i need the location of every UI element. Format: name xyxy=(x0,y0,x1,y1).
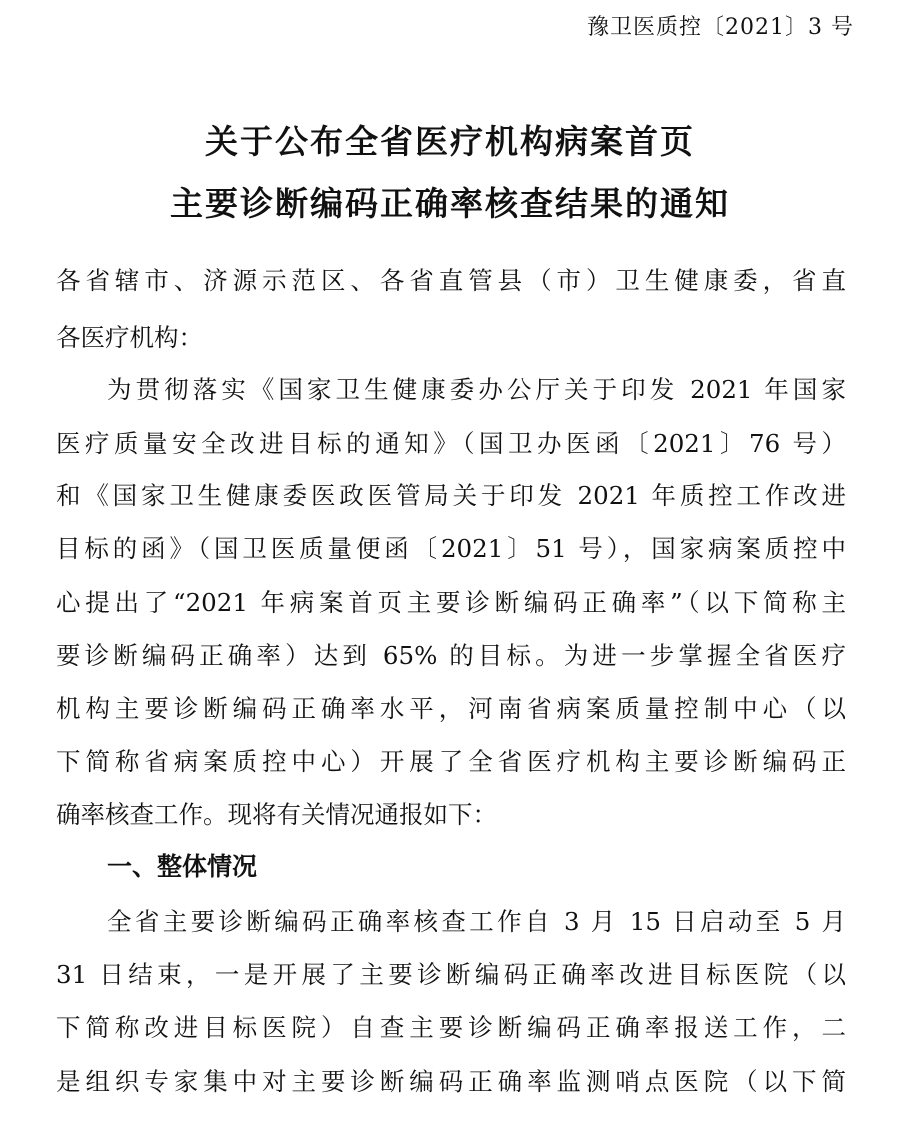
body-line: 目标的函》（国卫医质量便函〔2021〕51 号），国家病案质控中 xyxy=(56,534,846,563)
document-title-line-2: 主要诊断编码正确率核查结果的通知 xyxy=(170,184,730,223)
body-line: 机构主要诊断编码正确率水平，河南省病案质量控制中心（以 xyxy=(56,694,846,723)
body-line: 下简称省病案质控中心）开展了全省医疗机构主要诊断编码正 xyxy=(56,747,846,776)
body-line: 全省主要诊断编码正确率核查工作自 3 月 15 日启动至 5 月 xyxy=(107,907,846,936)
body-line: 要诊断编码正确率）达到 65% 的目标。为进一步掌握全省医疗 xyxy=(56,641,846,670)
body-line: 各省辖市、济源示范区、各省直管县（市）卫生健康委，省直 xyxy=(56,266,846,295)
body-line: 31 日结束，一是开展了主要诊断编码正确率改进目标医院（以 xyxy=(56,960,846,989)
body-line: 是组织专家集中对主要诊断编码正确率监测哨点医院（以下简 xyxy=(56,1067,846,1096)
body-line: 医疗质量安全改进目标的通知》（国卫办医函〔2021〕76 号） xyxy=(56,429,846,458)
document-title-line-1: 关于公布全省医疗机构病案首页 xyxy=(205,122,695,161)
body-line: 确率核查工作。现将有关情况通报如下： xyxy=(56,800,497,829)
section-heading: 一、整体情况 xyxy=(107,852,258,881)
body-line: 和《国家卫生健康委医政医管局关于印发 2021 年质控工作改进 xyxy=(56,481,846,510)
document-number: 豫卫医质控〔2021〕3 号 xyxy=(587,15,854,40)
body-line: 下简称改进目标医院）自查主要诊断编码正确率报送工作，二 xyxy=(56,1013,846,1042)
body-line: 为贯彻落实《国家卫生健康委办公厅关于印发 2021 年国家 xyxy=(107,375,846,404)
body-line: 各医疗机构： xyxy=(56,323,203,352)
body-line: 心提出了“2021 年病案首页主要诊断编码正确率”（以下简称主 xyxy=(56,588,846,617)
